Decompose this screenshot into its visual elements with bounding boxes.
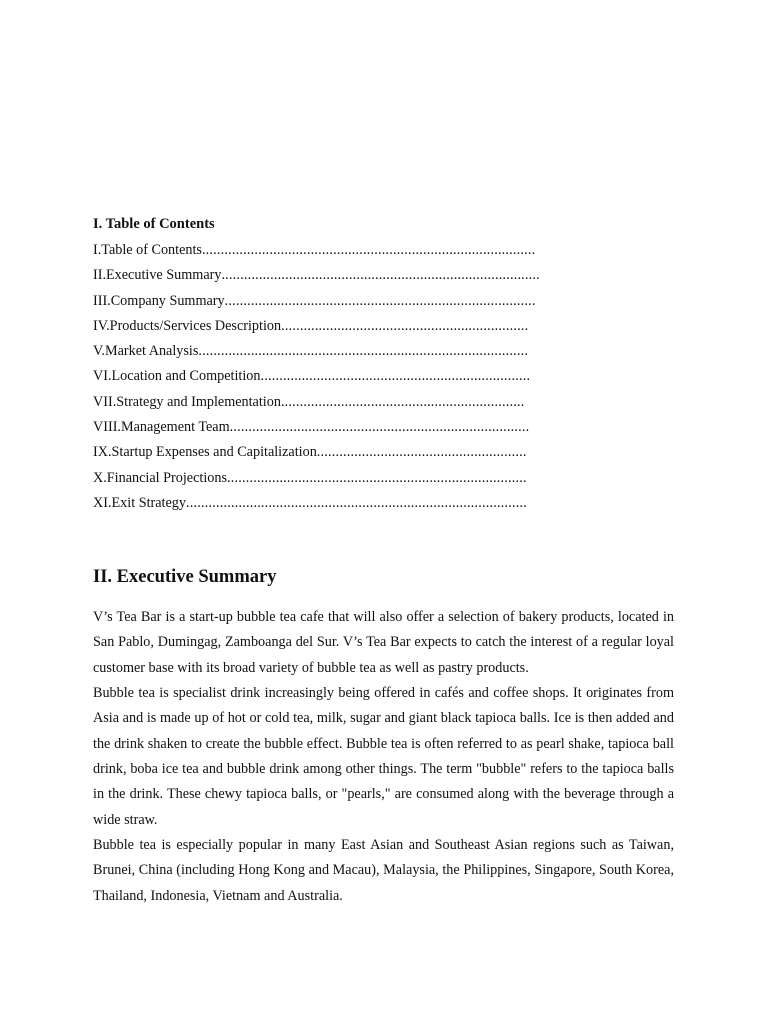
toc-item-leader: ........................................................................ (260, 368, 531, 385)
toc-item (93, 492, 540, 517)
paragraph: Bubble tea is specialist drink increasingly being offered in cafés and coffee shops. It originates from Asia and is made up of hot or cold tea, milk, sugar and giant black tapioca balls. Ice is then added and the drink shaken to create the bubble effect. Bubble tea is often referred to as pearl shake, tapioca ball drink, boba ice tea and bubble drink among other things. The term "bubble" refers to the tapioca balls in the drink. These chewy tapioca balls, or "pearls," are consumed along with the beverage through a wide straw. (93, 685, 674, 828)
toc-item-leader: ................................................................................ (226, 469, 527, 486)
paragraph: Bubble tea is especially popular in many East Asian and Southeast Asian regions such as Taiwan, Brunei, China (including Hong Kong and Macau), Malaysia, the Philippines, Singapore, South Korea, Thailand, Indonesia, Vietnam and Australia. (93, 837, 674, 904)
toc-item-label: IV.Products/Services Description (93, 317, 282, 334)
toc-item-leader: .................................................................. (281, 317, 529, 334)
toc-item (93, 264, 540, 289)
toc-item-leader: ........................................................................................ (198, 343, 529, 360)
toc-item (93, 467, 540, 492)
toc-item (93, 441, 540, 466)
toc-item-leader: ................................................................................... (224, 292, 536, 309)
toc-item-label: V.Market Analysis (93, 343, 199, 360)
toc-item-leader: ........................................................................................... (186, 494, 527, 511)
toc-item-leader: ......................................................................................... (201, 242, 536, 258)
toc-item (93, 365, 540, 390)
toc-item-leader: ................................................................. (280, 393, 525, 410)
toc-item (93, 391, 540, 416)
table-of-contents (93, 239, 540, 517)
toc-item-label: III.Company Summary (93, 292, 225, 309)
toc-item (93, 290, 540, 315)
toc-item-leader: ................................................................................ (229, 419, 530, 436)
toc-item-label: VI.Location and Competition (93, 368, 261, 385)
executive-summary-body (93, 605, 674, 909)
toc-heading: I. Table of Contents (93, 216, 215, 232)
toc-item (93, 416, 540, 441)
executive-summary-heading: II. Executive Summary (93, 567, 277, 587)
paragraph: V’s Tea Bar is a start-up bubble tea cafe that will also offer a selection of bakery products, located in San Pablo, Dumingag, Zamboanga del Sur. V’s Tea Bar expects to catch the interest of a regular loyal customer base with its broad variety of bubble tea as well as pastry products. (93, 609, 674, 676)
toc-item (93, 340, 540, 365)
toc-item-label: XI.Exit Strategy (93, 494, 186, 511)
toc-item-label: I.Table of Contents (93, 242, 202, 258)
toc-item-leader: ........................................................ (316, 444, 527, 461)
toc-item-label: II.Executive Summary (93, 267, 222, 284)
toc-item (93, 239, 540, 264)
toc-item (93, 315, 540, 340)
toc-item-label: X.Financial Projections (93, 469, 227, 486)
toc-item-label: IX.Startup Expenses and Capitalization (93, 444, 317, 461)
toc-item-label: VII.Strategy and Implementation (93, 393, 281, 410)
toc-item-label: VIII.Management Team (93, 419, 230, 436)
toc-item-leader: ..................................................................................... (221, 267, 540, 284)
